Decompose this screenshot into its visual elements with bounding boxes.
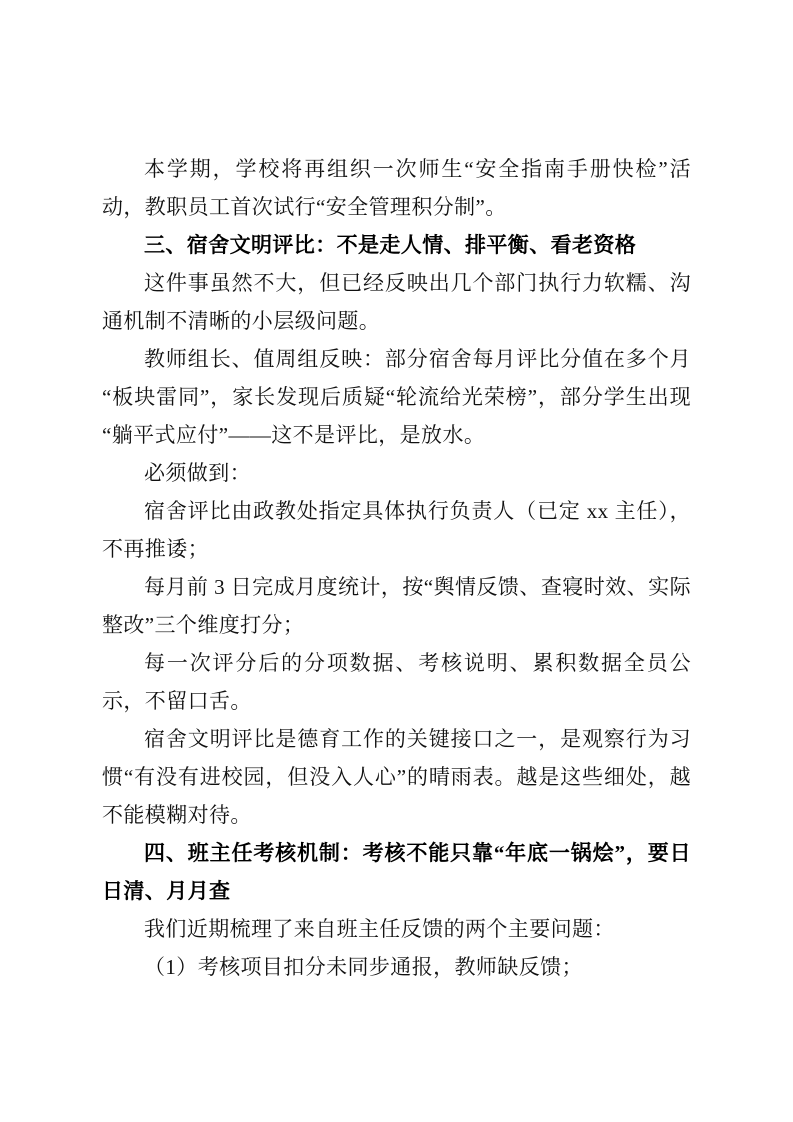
paragraph-two-main-issues: 我们近期梳理了来自班主任反馈的两个主要问题： [144, 917, 615, 941]
paragraph-issue-1: （1）考核项目扣分未同步通报，教师缺反馈； [144, 955, 583, 979]
paragraph-dorm-review-summary: 宿舍文明评比是德育工作的关键接口之一，是观察行为习惯“有没有进校园，但没入人心”的晴雨表。越是这些细处，越不能模糊对待。 [102, 727, 691, 827]
paragraph-semester-safety: 本学期，学校将再组织一次师生“安全指南手册快检”活动，教职员工首次试行“安全管理积分制”。 [102, 157, 691, 219]
section-heading-4-teacher-assessment: 四、班主任考核机制：考核不能只靠“年底一锅烩”，要日日清、月月查 [102, 841, 691, 903]
paragraph-issue-overview: 这件事虽然不大，但已经反映出几个部门执行力软糯、沟通机制不清晰的小层级问题。 [102, 271, 691, 333]
paragraph-rule-monthly-stats: 每月前 3 日完成月度统计，按“舆情反馈、查寝时效、实际整改”三个维度打分； [102, 575, 691, 637]
paragraph-rule-publicity: 每一次评分后的分项数据、考核说明、累积数据全员公示，不留口舌。 [102, 651, 691, 713]
document-text-block [102, 150, 691, 986]
section-heading-3-dorm-review: 三、宿舍文明评比：不是走人情、排平衡、看老资格 [144, 233, 637, 257]
paragraph-teacher-feedback: 教师组长、值周组反映：部分宿舍每月评比分值在多个月“板块雷同”，家长发现后质疑“轮流给光荣榜”，部分学生出现“躺平式应付”——这不是评比，是放水。 [102, 347, 691, 447]
paragraph-rule-responsible: 宿舍评比由政教处指定具体执行负责人（已定 xx 主任），不再推诿； [102, 499, 691, 561]
paragraph-must-do-label: 必须做到： [144, 461, 251, 485]
